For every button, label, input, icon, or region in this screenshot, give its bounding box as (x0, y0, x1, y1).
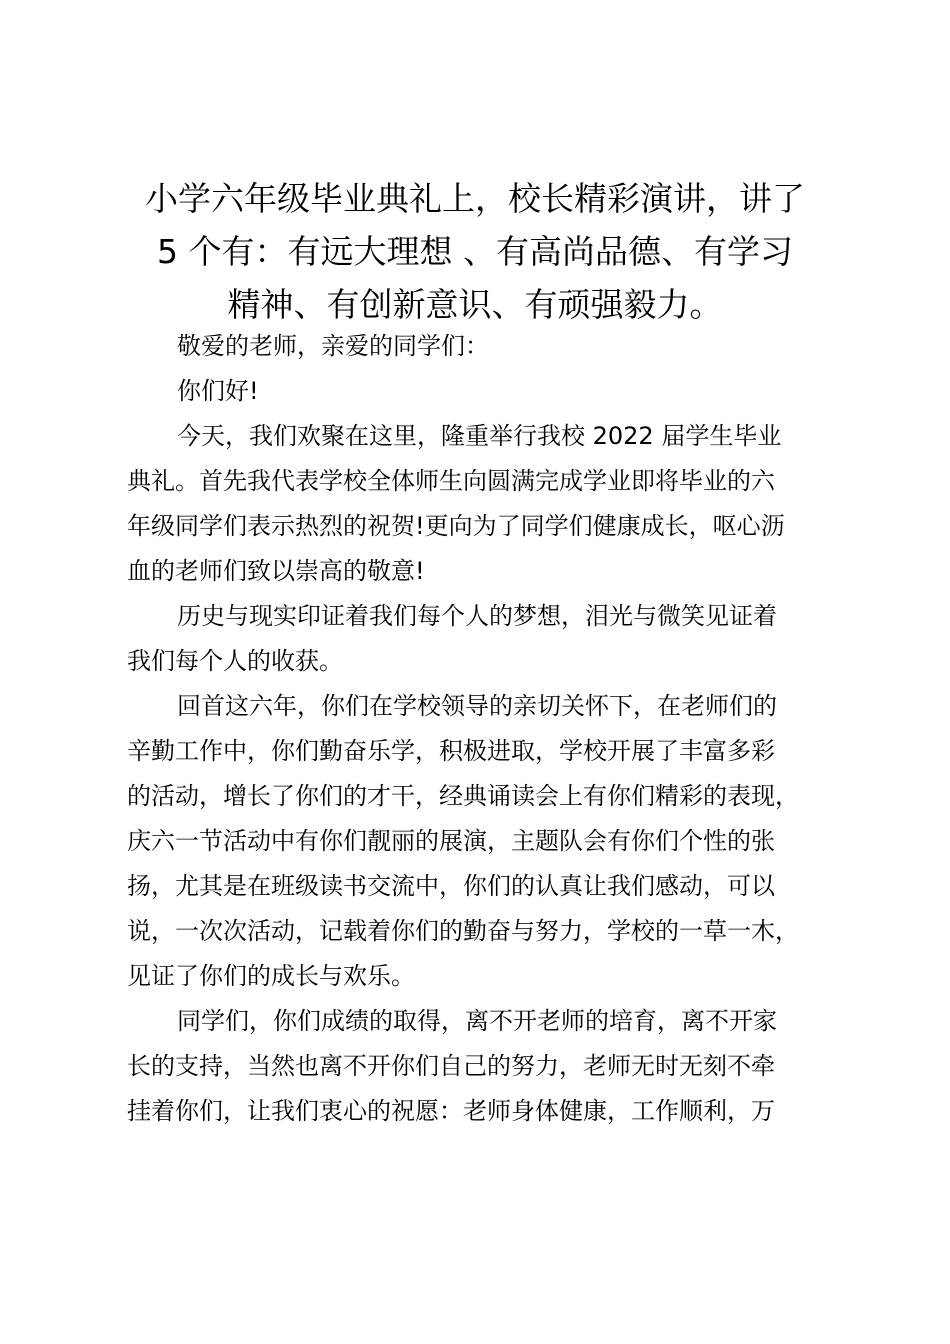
paragraph-line: 庆六一节活动中有你们靓丽的展演，主题队会有你们个性的张 (127, 827, 775, 855)
salutation-line: 敬爱的老师，亲爱的同学们： (177, 332, 489, 360)
paragraph-line: 回首这六年，你们在学校领导的亲切关怀下，在老师们的 (177, 692, 777, 720)
paragraph-line: 同学们，你们成绩的取得，离不开老师的培育，离不开家 (177, 1007, 777, 1035)
greeting-line: 你们好! (177, 377, 259, 405)
title-line: 5 个有：有远大理想 、有高尚品德、有学习 (157, 232, 793, 271)
paragraph-review (127, 684, 835, 999)
paragraph-line: 我们每个人的收获。 (127, 647, 343, 675)
paragraph-line: 见证了你们的成长与欢乐。 (127, 962, 415, 990)
paragraph-line: 典礼。首先我代表学校全体师生向圆满完成学业即将毕业的六 (127, 467, 775, 495)
paragraph-line: 说，一次次活动，记载着你们的勤奋与努力，学校的一草一木， (127, 917, 799, 945)
paragraph-line: 今天，我们欢聚在这里，隆重举行我校 2022 届学生毕业 (177, 422, 782, 450)
paragraph-line: 扬，尤其是在班级读书交流中，你们的认真让我们感动，可以 (127, 872, 775, 900)
document-title (118, 172, 832, 331)
paragraph-line: 辛勤工作中，你们勤奋乐学，积极进取，学校开展了丰富多彩 (127, 737, 775, 765)
salutation-paragraph (127, 324, 835, 369)
paragraph-history (127, 594, 835, 684)
greeting-paragraph (127, 369, 835, 414)
paragraph-line: 血的老师们致以崇高的敬意! (127, 557, 425, 585)
paragraph-achievement (127, 999, 835, 1134)
paragraph-line: 长的支持，当然也离不开你们自己的努力，老师无时无刻不牵 (127, 1052, 775, 1080)
paragraph-line: 挂着你们，让我们衷心的祝愿：老师身体健康，工作顺利，万 (127, 1097, 775, 1125)
document-body (127, 324, 835, 1134)
paragraph-line: 的活动，增长了你们的才干，经典诵读会上有你们精彩的表现， (127, 782, 799, 810)
paragraph-line: 历史与现实印证着我们每个人的梦想，泪光与微笑见证着 (177, 602, 777, 630)
title-line: 精神、有创新意识、有顽强毅力。 (227, 285, 723, 324)
paragraph-opening (127, 414, 835, 594)
paragraph-line: 年级同学们表示热烈的祝贺!更向为了同学们健康成长，呕心沥 (127, 512, 785, 540)
title-line: 小学六年级毕业典礼上，校长精彩演讲，讲了 (145, 179, 805, 218)
